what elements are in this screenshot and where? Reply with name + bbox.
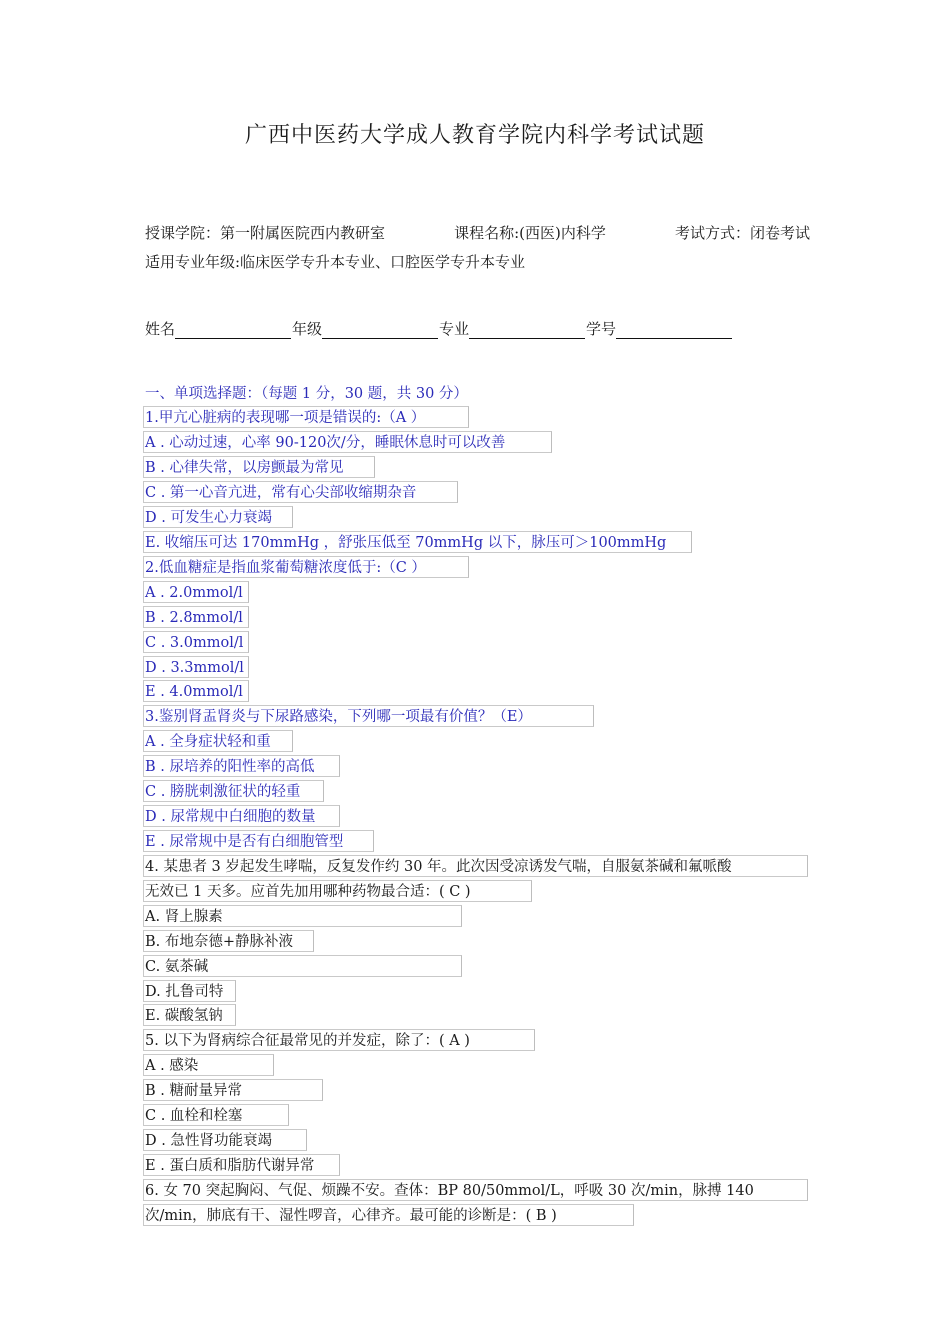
majors-label: 适用专业年级:临床医学专升本专业、口腔医学专升本专业 xyxy=(145,253,526,271)
option-5d: D . 急性肾功能衰竭 xyxy=(143,1129,307,1151)
student-info-row xyxy=(145,318,733,339)
question-6-line-2: 次/min，肺底有干、湿性啰音，心律齐。最可能的诊断是：( B ) xyxy=(143,1204,634,1226)
student-id-label: 学号 xyxy=(586,320,617,338)
question-4-line-2: 无效已 1 天多。应首先加用哪种药物最合适：( C ) xyxy=(143,880,532,902)
option-2c: C . 3.0mmol/l xyxy=(143,631,249,653)
option-3d: D . 尿常规中白细胞的数量 xyxy=(143,805,340,827)
option-2a: A . 2.0mmol/l xyxy=(143,581,249,603)
student-id-blank[interactable] xyxy=(616,318,732,339)
question-2: 2.低血糖症是指血浆葡萄糖浓度低于:（C ） xyxy=(143,556,469,578)
option-4b: B. 布地奈德+静脉补液 xyxy=(143,930,314,952)
option-4c: C. 氨茶碱 xyxy=(143,955,462,977)
option-1d: D . 可发生心力衰竭 xyxy=(143,506,293,528)
option-4d: D. 扎鲁司特 xyxy=(143,980,236,1002)
option-5a: A . 感染 xyxy=(143,1054,274,1076)
major-blank[interactable] xyxy=(469,318,585,339)
name-blank[interactable] xyxy=(175,318,291,339)
grade-blank[interactable] xyxy=(322,318,438,339)
option-1a: A . 心动过速，心率 90-120次/分，睡眠休息时可以改善 xyxy=(143,431,552,453)
option-4e: E. 碳酸氢钠 xyxy=(143,1004,236,1026)
option-5c: C . 血栓和栓塞 xyxy=(143,1104,289,1126)
college-label: 授课学院：第一附属医院西内教研室 xyxy=(145,224,386,242)
question-5: 5. 以下为肾病综合征最常见的并发症，除了：( A ) xyxy=(143,1029,535,1051)
course-label: 课程名称:(西医)内科学 xyxy=(454,224,606,242)
question-1: 1.甲亢心脏病的表现哪一项是错误的:（A ） xyxy=(143,406,469,428)
option-3b: B . 尿培养的阳性率的高低 xyxy=(143,755,340,777)
section-title: 一、单项选择题：（每题 1 分，30 题，共 30 分） xyxy=(145,386,468,402)
option-4a: A. 肾上腺素 xyxy=(143,905,462,927)
exam-mode-label: 考试方式：闭卷考试 xyxy=(674,224,810,242)
option-1b: B . 心律失常，以房颤最为常见 xyxy=(143,456,375,478)
option-2b: B . 2.8mmol/l xyxy=(143,606,249,628)
question-3: 3.鉴别肾盂肾炎与下尿路感染，下列哪一项最有价值？（E） xyxy=(143,705,594,727)
option-3c: C . 膀胱刺激征状的轻重 xyxy=(143,780,324,802)
major-label: 专业 xyxy=(439,320,470,338)
name-label: 姓名 xyxy=(145,320,176,338)
question-6-line-1: 6. 女 70 突起胸闷、气促、烦躁不安。查体：BP 80/50mmol/L，呼吸 30 次/min，脉搏 140 xyxy=(143,1179,808,1201)
question-4-line-1: 4. 某患者 3 岁起发生哮喘，反复发作约 30 年。此次因受凉诱发气喘，自服氨茶碱和氟哌酸 xyxy=(143,855,808,877)
option-1c: C . 第一心音亢进，常有心尖部收缩期杂音 xyxy=(143,481,458,503)
option-5e: E . 蛋白质和脂肪代谢异常 xyxy=(143,1154,340,1176)
option-3e: E . 尿常规中是否有白细胞管型 xyxy=(143,830,374,852)
option-5b: B . 糖耐量异常 xyxy=(143,1079,323,1101)
option-2d: D . 3.3mmol/l xyxy=(143,656,249,678)
option-1e: E. 收缩压可达 170mmHg ，舒张压低至 70mmHg 以下，脉压可＞100mmHg xyxy=(143,531,692,553)
grade-label: 年级 xyxy=(292,320,323,338)
page-title: 广西中医药大学成人教育学院内科学考试试题 xyxy=(244,123,705,148)
option-2e: E . 4.0mmol/l xyxy=(143,680,249,702)
exam-meta-row xyxy=(145,222,810,243)
option-3a: A . 全身症状轻和重 xyxy=(143,730,293,752)
